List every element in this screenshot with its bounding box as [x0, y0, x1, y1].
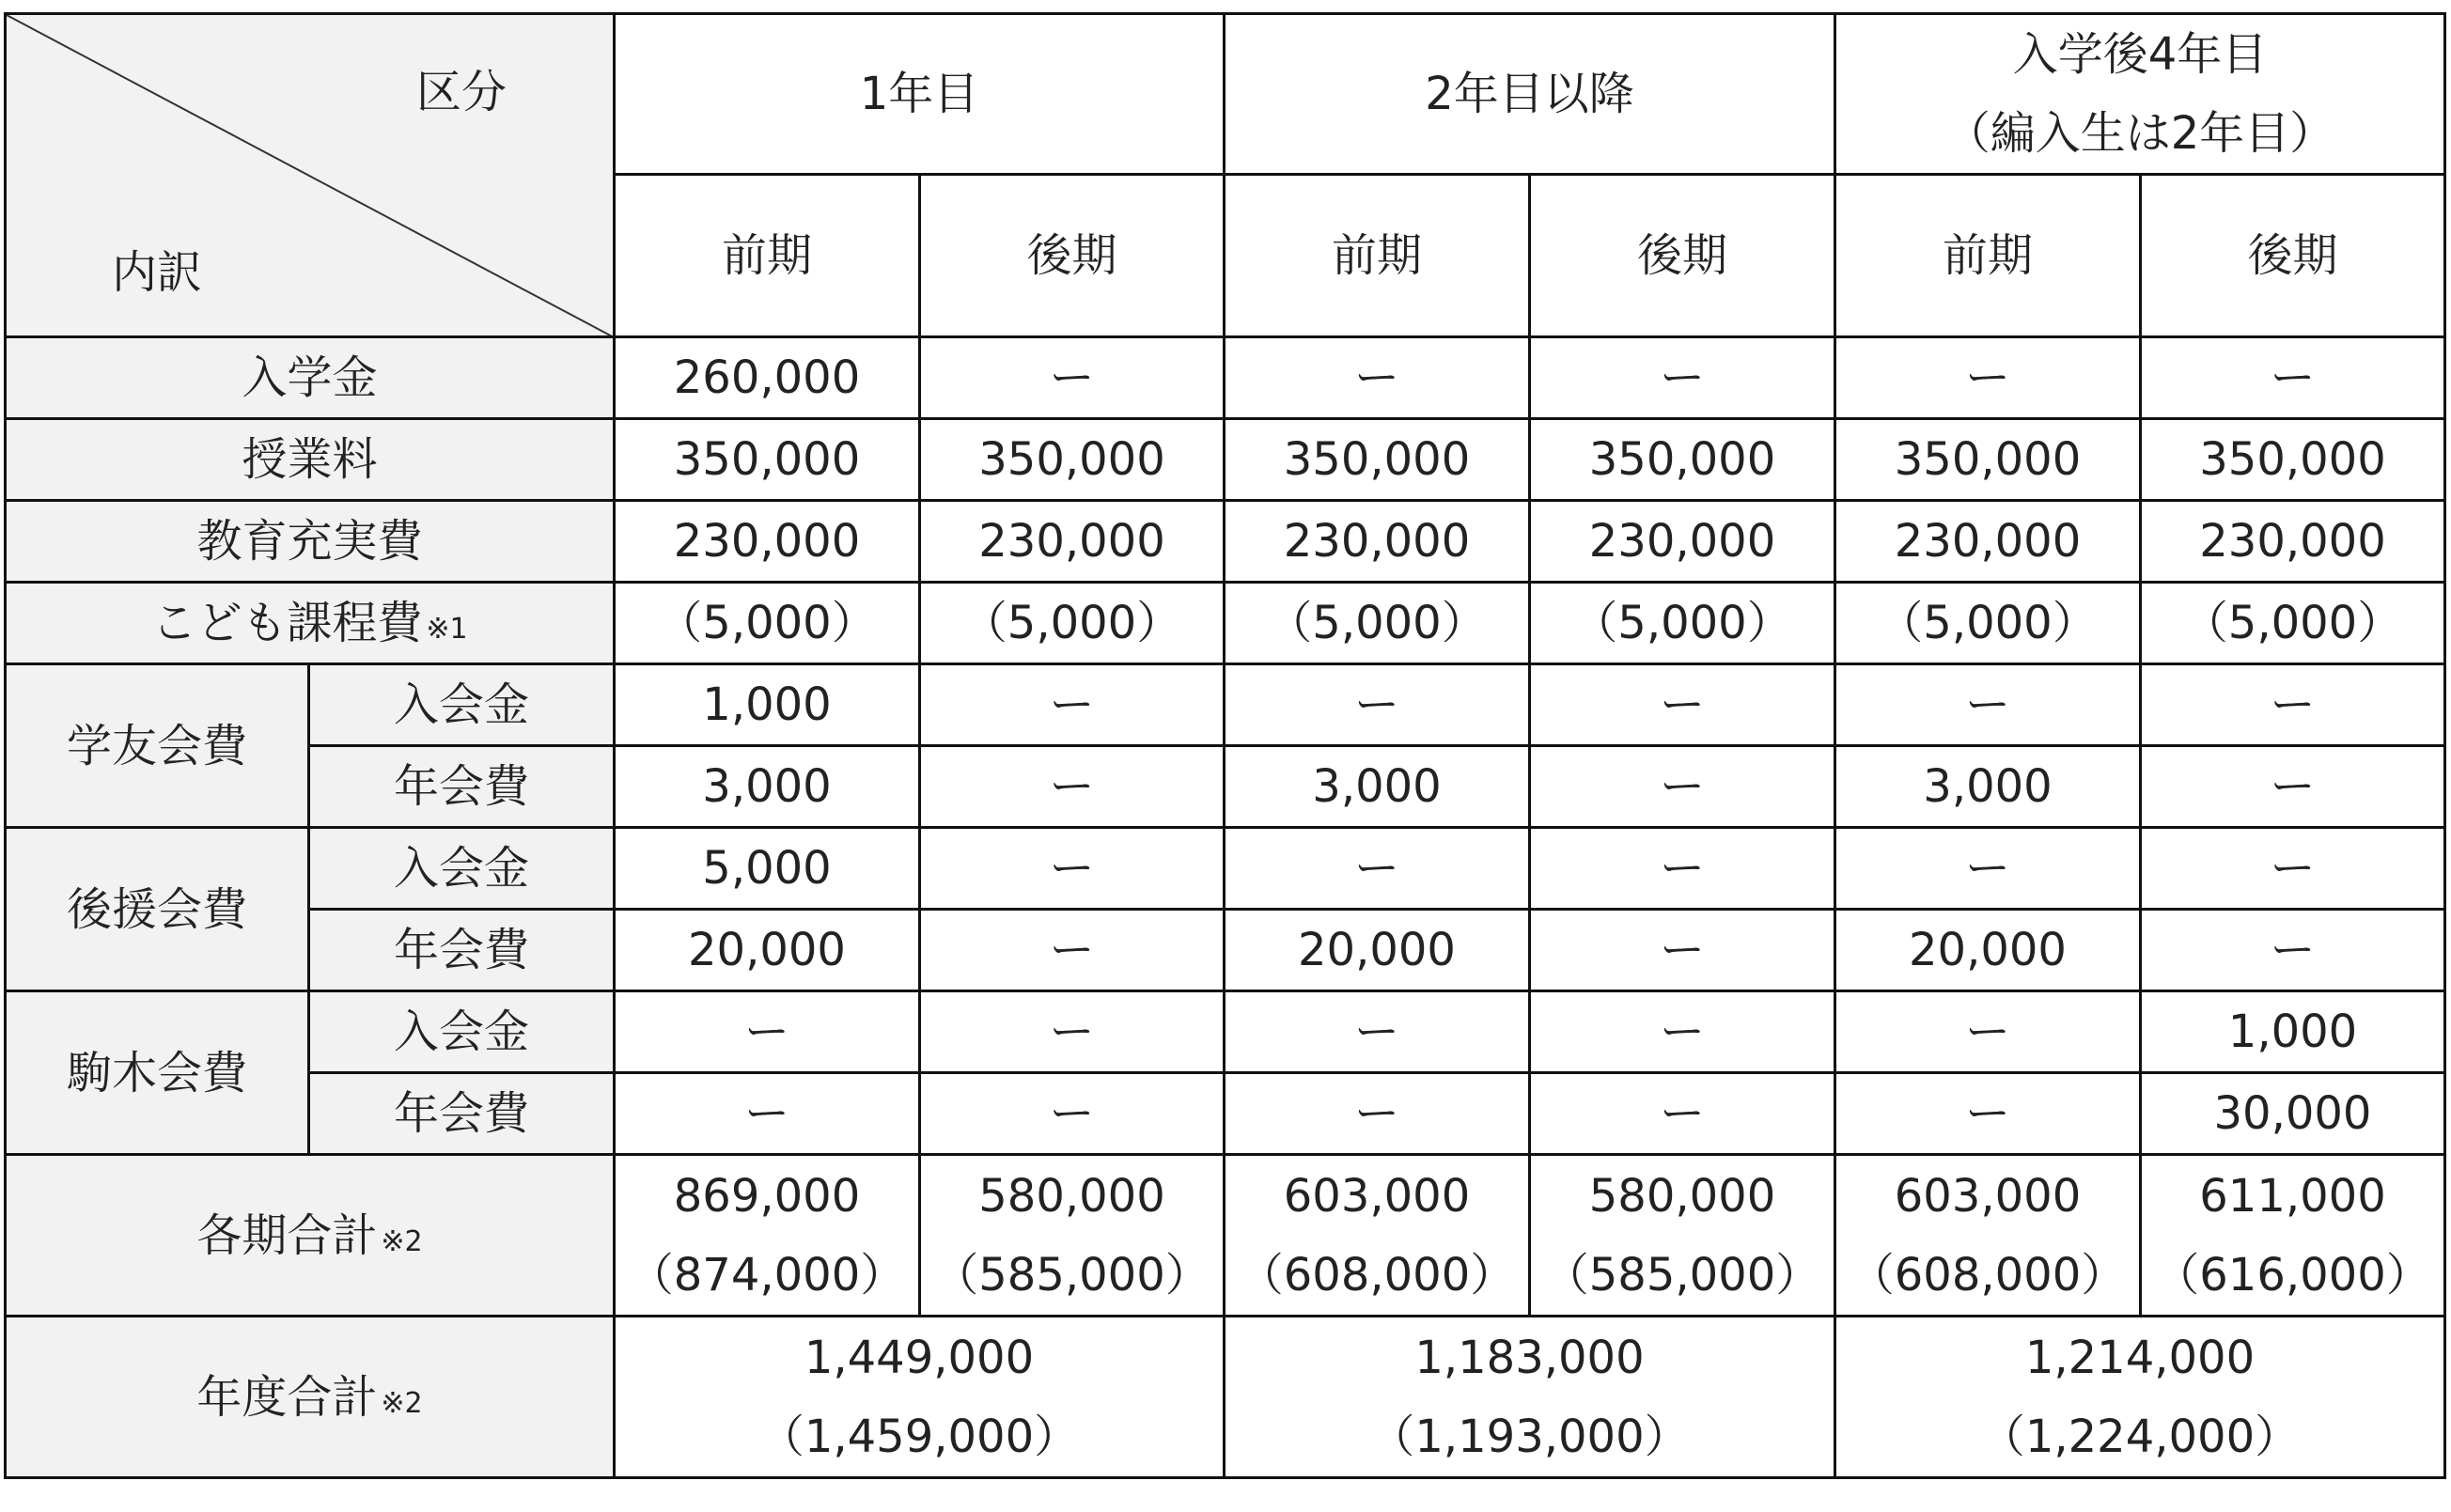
total-sub: （608,000） — [1849, 1248, 2127, 1302]
value-cell: ー — [920, 337, 1225, 419]
group-header-year1: 1年目 — [615, 14, 1225, 175]
value-cell: 350,000 — [1835, 419, 2141, 501]
row-label-nyugakukin: 入学金 — [6, 337, 615, 419]
value-cell: （5,000） — [2141, 583, 2445, 664]
year-total-cell — [1225, 1317, 1835, 1478]
value-cell: （5,000） — [920, 583, 1225, 664]
value-cell: 5,000 — [615, 828, 920, 910]
total-main: 580,000 — [978, 1169, 1165, 1223]
sub-label-nenkaihi: 年会費 — [309, 746, 615, 828]
value-cell: ー — [1225, 991, 1530, 1073]
total-sub: （1,459,000） — [758, 1410, 1080, 1463]
sub-label-nyukaikin: 入会金 — [309, 664, 615, 746]
zenki-header: 前期 — [1225, 175, 1530, 337]
year-total-label: 年度合計 — [196, 1370, 378, 1424]
value-cell: 20,000 — [1225, 910, 1530, 991]
period-total-cell — [920, 1155, 1225, 1317]
value-cell: （5,000） — [1835, 583, 2141, 664]
value-cell: 230,000 — [2141, 501, 2445, 583]
value-cell: ー — [1225, 828, 1530, 910]
total-sub: （1,224,000） — [1979, 1410, 2301, 1463]
sub-label-nenkaihi: 年会費 — [309, 1073, 615, 1155]
value-cell: ー — [1835, 664, 2141, 746]
year4-label: 入学後4年目 — [2012, 28, 2268, 81]
value-cell: ー — [2141, 828, 2445, 910]
kodomo-label: こども課程費 — [151, 597, 423, 649]
total-main: 1,214,000 — [2024, 1331, 2256, 1384]
value-cell: ー — [1225, 1073, 1530, 1155]
note-mark: ※2 — [381, 1224, 423, 1258]
value-cell: ー — [1530, 1073, 1835, 1155]
value-cell: ー — [1835, 1073, 2141, 1155]
total-main: 1,183,000 — [1414, 1331, 1645, 1384]
value-cell: 350,000 — [1530, 419, 1835, 501]
value-cell: ー — [2141, 337, 2445, 419]
total-main: 611,000 — [2199, 1169, 2386, 1223]
row-label-kyoiku: 教育充実費 — [6, 501, 615, 583]
value-cell: ー — [1835, 337, 2141, 419]
value-cell: ー — [1530, 664, 1835, 746]
corner-column-label: 区分 — [416, 66, 507, 118]
sub-label-nyukaikin: 入会金 — [309, 991, 615, 1073]
value-cell: 230,000 — [1225, 501, 1530, 583]
group-label-gakuyu: 学友会費 — [6, 664, 309, 828]
total-main: 580,000 — [1588, 1169, 1776, 1223]
row-label-year-total — [6, 1317, 615, 1478]
total-main: 603,000 — [1894, 1169, 2082, 1223]
value-cell: ー — [1530, 910, 1835, 991]
period-total-cell — [1530, 1155, 1835, 1317]
corner-row-label: 内訳 — [112, 246, 203, 299]
fee-table — [4, 12, 2446, 1479]
total-sub: （585,000） — [1543, 1248, 1821, 1302]
value-cell: ー — [1225, 664, 1530, 746]
value-cell: 1,000 — [2141, 991, 2445, 1073]
total-sub: （1,193,000） — [1369, 1410, 1690, 1463]
total-sub: （608,000） — [1238, 1248, 1516, 1302]
kouki-header: 後期 — [1530, 175, 1835, 337]
value-cell: ー — [920, 746, 1225, 828]
total-main: 603,000 — [1283, 1169, 1471, 1223]
group-label-komagi: 駒木会費 — [6, 991, 309, 1155]
value-cell: ー — [2141, 910, 2445, 991]
group-header-year2-onward: 2年目以降 — [1225, 14, 1835, 175]
period-total-cell — [1225, 1155, 1530, 1317]
group-header-year4 — [1835, 14, 2445, 175]
value-cell: ー — [920, 910, 1225, 991]
year-total-cell — [615, 1317, 1225, 1478]
value-cell: ー — [615, 991, 920, 1073]
value-cell: 230,000 — [615, 501, 920, 583]
value-cell: 20,000 — [615, 910, 920, 991]
value-cell: ー — [920, 828, 1225, 910]
kouki-header: 後期 — [2141, 175, 2445, 337]
note-mark: ※1 — [426, 613, 468, 646]
value-cell: ー — [1530, 991, 1835, 1073]
value-cell: ー — [1530, 337, 1835, 419]
row-label-jugyoryo: 授業料 — [6, 419, 615, 501]
total-sub: （874,000） — [628, 1248, 906, 1302]
value-cell: 230,000 — [1835, 501, 2141, 583]
note-mark: ※2 — [381, 1386, 423, 1420]
zenki-header: 前期 — [615, 175, 920, 337]
value-cell: 350,000 — [1225, 419, 1530, 501]
value-cell: ー — [920, 1073, 1225, 1155]
diagonal-divider — [7, 15, 615, 337]
value-cell: ー — [1225, 337, 1530, 419]
value-cell: ー — [1530, 746, 1835, 828]
value-cell: ー — [2141, 746, 2445, 828]
sub-label-nyukaikin: 入会金 — [309, 828, 615, 910]
value-cell: （5,000） — [1225, 583, 1530, 664]
period-total-cell — [2141, 1155, 2445, 1317]
year4-sub-label: （編入生は2年目） — [1944, 107, 2335, 160]
kouki-header: 後期 — [920, 175, 1225, 337]
total-sub: （616,000） — [2154, 1248, 2431, 1302]
value-cell: ー — [2141, 664, 2445, 746]
group-label-koen: 後援会費 — [6, 828, 309, 991]
value-cell: （5,000） — [1530, 583, 1835, 664]
value-cell: 3,000 — [615, 746, 920, 828]
value-cell: ー — [1835, 991, 2141, 1073]
value-cell: 1,000 — [615, 664, 920, 746]
value-cell: 350,000 — [615, 419, 920, 501]
zenki-header: 前期 — [1835, 175, 2141, 337]
value-cell: 230,000 — [920, 501, 1225, 583]
value-cell: ー — [1530, 828, 1835, 910]
total-sub: （585,000） — [933, 1248, 1210, 1302]
value-cell: ー — [1835, 828, 2141, 910]
value-cell: 230,000 — [1530, 501, 1835, 583]
value-cell: 260,000 — [615, 337, 920, 419]
value-cell: 20,000 — [1835, 910, 2141, 991]
value-cell: 3,000 — [1835, 746, 2141, 828]
value-cell: 3,000 — [1225, 746, 1530, 828]
value-cell: 30,000 — [2141, 1073, 2445, 1155]
value-cell: （5,000） — [615, 583, 920, 664]
value-cell: 350,000 — [2141, 419, 2445, 501]
total-main: 1,449,000 — [804, 1331, 1035, 1384]
value-cell: 350,000 — [920, 419, 1225, 501]
value-cell: ー — [920, 664, 1225, 746]
corner-header-cell — [6, 14, 615, 337]
period-total-label: 各期合計 — [196, 1208, 378, 1262]
row-label-kodomo — [6, 583, 615, 664]
period-total-cell — [615, 1155, 920, 1317]
period-total-cell — [1835, 1155, 2141, 1317]
value-cell: ー — [920, 991, 1225, 1073]
value-cell: ー — [615, 1073, 920, 1155]
year-total-cell — [1835, 1317, 2445, 1478]
total-main: 869,000 — [673, 1169, 861, 1223]
row-label-period-total — [6, 1155, 615, 1317]
sub-label-nenkaihi: 年会費 — [309, 910, 615, 991]
